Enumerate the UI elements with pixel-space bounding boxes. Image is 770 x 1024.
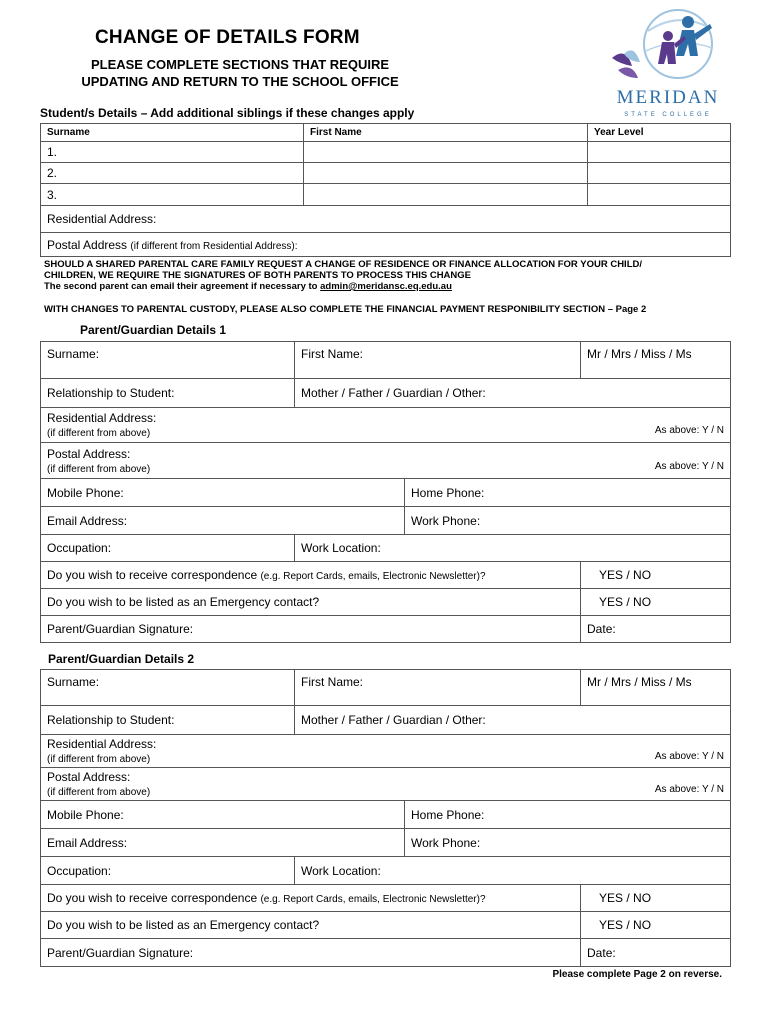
parent2-relationship-field[interactable]: Mother / Father / Guardian / Other: [295,706,731,735]
parent2-occupation-field[interactable]: Occupation: [41,857,295,885]
parent1-postal-field[interactable]: Postal Address: As above: Y / N (if different from above) [41,443,731,479]
parent2-postal-field[interactable]: Postal Address: As above: Y / N (if different from above) [41,768,731,801]
subtitle-line-1: PLEASE COMPLETE SECTIONS THAT REQUIRE [90,57,390,72]
parent1-mobile-field[interactable]: Mobile Phone: [41,479,405,507]
students-heading: Student/s Details – Add additional siblings if these changes apply [40,106,415,120]
parent1-home-phone-field[interactable]: Home Phone: [405,479,731,507]
notice-line-3: The second parent can email their agreement if necessary to admin@meridansc.eq.edu.au [44,281,452,292]
parent2-signature-field[interactable]: Parent/Guardian Signature: [41,939,581,967]
col-year-level: Year Level [588,124,731,142]
col-surname: Surname [41,124,304,142]
student-year-field[interactable] [588,142,731,163]
parent2-emergency-option[interactable]: YES / NO [581,912,731,939]
parent2-emergency-label: Do you wish to be listed as an Emergency contact? [41,912,581,939]
logo-subtext: STATE COLLEGE [624,112,712,118]
parent1-title-field[interactable]: Mr / Mrs / Miss / Ms [581,342,731,379]
student-first-name-field[interactable] [304,142,588,163]
notice-line-1: SHOULD A SHARED PARENTAL CARE FAMILY REQUEST A CHANGE OF RESIDENCE OR FINANCE ALLOCATION FOR YOUR CHILD/ [44,259,642,270]
parent1-correspondence-option[interactable]: YES / NO [581,562,731,589]
student-row-number: 2. [41,163,304,184]
parent2-work-phone-field[interactable]: Work Phone: [405,829,731,857]
subtitle-line-2: UPDATING AND RETURN TO THE SCHOOL OFFICE [81,74,399,89]
student-row-number: 1. [41,142,304,163]
form-title: CHANGE OF DETAILS FORM [95,27,360,48]
parent1-as-above-2[interactable]: As above: Y / N [654,460,725,472]
parent2-mobile-field[interactable]: Mobile Phone: [41,801,405,829]
parent2-residential-field[interactable]: Residential Address: As above: Y / N (if different from above) [41,735,731,768]
parent1-table [40,341,731,643]
parent2-correspondence-option[interactable]: YES / NO [581,885,731,912]
student-row [41,142,731,163]
parent1-correspondence-label: Do you wish to receive correspondence (e.g. Report Cards, emails, Electronic Newsletter)? [41,562,581,589]
student-year-field[interactable] [588,184,731,206]
school-logo [598,6,738,124]
parent1-as-above-1[interactable]: As above: Y / N [654,425,725,436]
col-first-name: First Name [304,124,588,142]
parent1-occupation-field[interactable]: Occupation: [41,535,295,562]
parent1-surname-field[interactable]: Surname: [41,342,295,379]
parent1-email-field[interactable]: Email Address: [41,507,405,535]
students-table [40,123,731,257]
notice-line-2: CHILDREN, WE REQUIRE THE SIGNATURES OF BOTH PARENTS TO PROCESS THIS CHANGE [44,270,471,281]
parent2-title-field[interactable]: Mr / Mrs / Miss / Ms [581,670,731,706]
student-row [41,163,731,184]
student-year-field[interactable] [588,163,731,184]
parent2-as-above-2[interactable]: As above: Y / N [654,784,725,795]
parent1-work-phone-field[interactable]: Work Phone: [405,507,731,535]
student-row [41,184,731,206]
parent1-work-location-field[interactable]: Work Location: [295,535,731,562]
parent2-relationship-label: Relationship to Student: [41,706,295,735]
parent2-first-name-field[interactable]: First Name: [295,670,581,706]
parent1-residential-field[interactable]: Residential Address: As above: Y / N (if different from above) [41,408,731,443]
parent2-table [40,669,731,967]
parent1-emergency-option[interactable]: YES / NO [581,589,731,616]
student-row-number: 3. [41,184,304,206]
parent1-emergency-label: Do you wish to be listed as an Emergency contact? [41,589,581,616]
parent2-as-above-1[interactable]: As above: Y / N [654,751,725,762]
logo-text: MERIDAN [616,87,720,108]
parent1-heading: Parent/Guardian Details 1 [80,323,227,337]
parent1-relationship-label: Relationship to Student: [41,379,295,408]
parent1-signature-field[interactable]: Parent/Guardian Signature: [41,616,581,643]
parent2-email-field[interactable]: Email Address: [41,829,405,857]
student-postal-address[interactable] [41,233,731,257]
logo-emblem-icon [598,6,738,124]
parent1-date-field[interactable]: Date: [581,616,731,643]
parent2-surname-field[interactable]: Surname: [41,670,295,706]
student-residential-address[interactable]: Residential Address: [41,206,731,233]
parent1-first-name-field[interactable]: First Name: [295,342,581,379]
custody-notice: WITH CHANGES TO PARENTAL CUSTODY, PLEASE ALSO COMPLETE THE FINANCIAL PAYMENT RESPONIBILITY SECTION – Page 2 [44,304,647,315]
parent2-heading: Parent/Guardian Details 2 [48,652,195,666]
parent2-correspondence-label: Do you wish to receive correspondence (e.g. Report Cards, emails, Electronic Newsletter)? [41,885,581,912]
footer-note: Please complete Page 2 on reverse. [552,969,722,980]
postal-note: (if different from Residential Address): [130,240,298,252]
form-subtitle [40,56,440,90]
postal-label: Postal Address [47,237,128,252]
student-first-name-field[interactable] [304,163,588,184]
student-first-name-field[interactable] [304,184,588,206]
parent2-work-location-field[interactable]: Work Location: [295,857,731,885]
parent2-home-phone-field[interactable]: Home Phone: [405,801,731,829]
parent1-relationship-field[interactable]: Mother / Father / Guardian / Other: [295,379,731,408]
parent2-date-field[interactable]: Date: [581,939,731,967]
admin-email-link[interactable]: admin@meridansc.eq.edu.au [320,281,452,292]
shared-care-notice [44,259,642,292]
